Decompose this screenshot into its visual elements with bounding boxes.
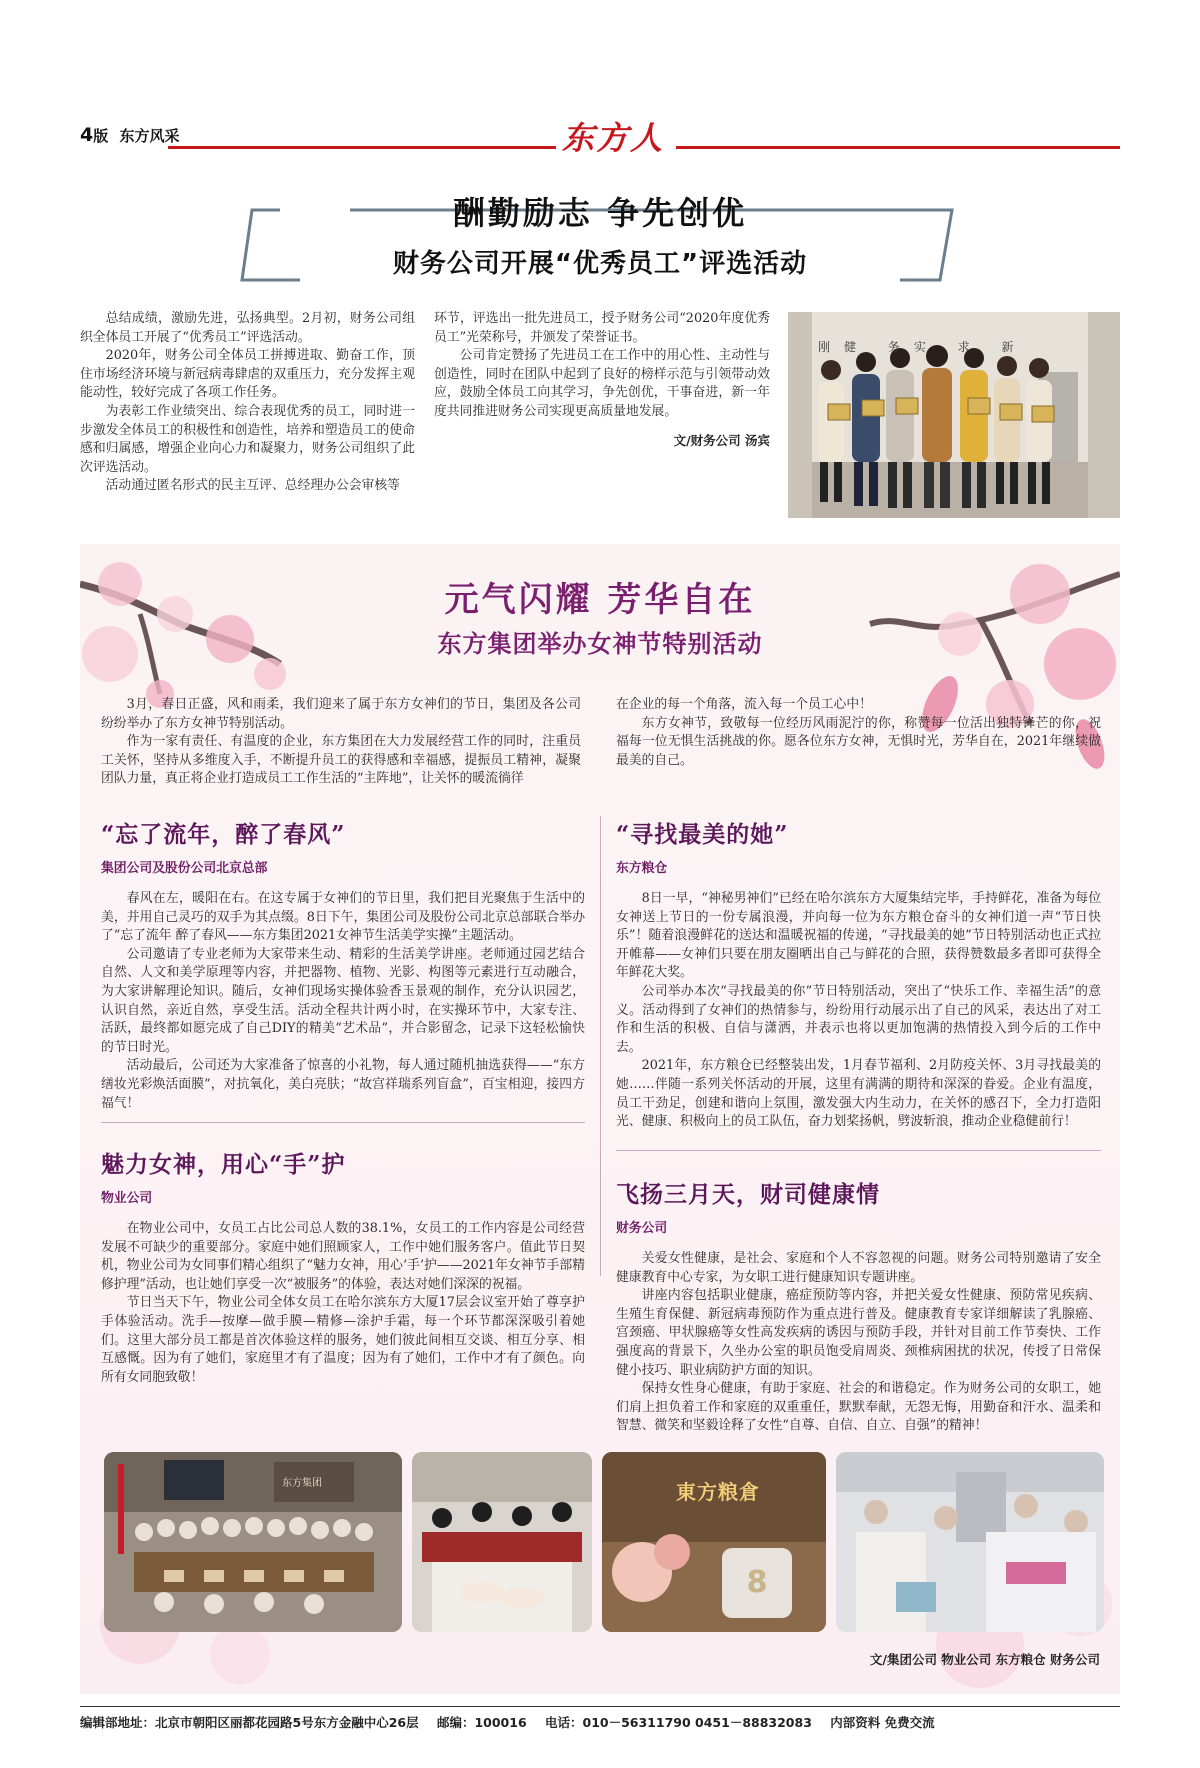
- masthead-logo: 东方人: [562, 119, 665, 157]
- paragraph: 作为一家有责任、有温度的企业，东方集团在大力发展经营工作的同时，注重员工关怀，坚持从多维度入手，不断提升员工的获得感和幸福感，提振员工精神，凝聚团队力量，真正将企业打造成员工工作生活的“主阵地”，让关怀的暖流徜徉: [101, 734, 581, 787]
- section-unit: 财务公司: [616, 1221, 668, 1236]
- footer-phone: 电话：010－56311790 0451－88832083: [545, 1715, 812, 1730]
- feature-intro-column-2: [616, 696, 1101, 770]
- flower-gift-photo: [602, 1452, 826, 1632]
- paragraph: 讲座内容包括职业健康，癌症预防等内容，并把关爱女性健康、预防常见疾病、生殖生育保健、新冠病毒预防作为重点进行普及。健康教育专家详细解读了乳腺癌、宫颈癌、甲状腺癌等女性高发疾病的诱因与预防手段，并针对目前工作节奏快、工作强度高的背景下，久坐办公室的职员饱受肩周炎、颈椎病困扰的状况，传授了日常保健小技巧、职业病防护方面的知识。: [616, 1288, 1101, 1378]
- page-number: 4: [80, 124, 94, 146]
- section-body: [101, 1220, 585, 1387]
- footer-note: 内部资料 免费交流: [830, 1715, 935, 1730]
- paragraph: 在企业的每一个角落，流入每一个员工心中！: [616, 697, 872, 712]
- section-body: [616, 1250, 1101, 1436]
- paragraph: 保持女性身心健康，有助于家庭、社会的和谐稳定。作为财务公司的女职工，她们肩上担负着工作和家庭的双重重任，默默奉献，无怨无悔，用勤奋和汗水、温柔和智慧、微笑和坚毅诠释了女性“自尊、自信、自立、自强”的精神！: [616, 1381, 1101, 1434]
- paragraph: 8日一早，“神秘男神们”已经在哈尔滨东方大厦集结完毕，手持鲜花，准备为每位女神送上节日的一份专属浪漫，并向每一位为东方粮仓奋斗的女神们道一声“节日快乐”！随着浪漫鲜花的送达和温暖祝福的传递，“寻找最美的她”节日特别活动也正式拉开帷幕——女神们只要在朋友圈晒出自己与鲜花的合照，获得赞数最多者即可获得全年鲜花大奖。: [616, 891, 1101, 981]
- section-name: 东方风采: [119, 127, 180, 145]
- photo-sign: 東方粮倉: [676, 1480, 760, 1504]
- section-unit: 东方粮仓: [616, 861, 668, 876]
- section-body: [616, 890, 1101, 1132]
- section-unit: 物业公司: [101, 1191, 153, 1206]
- group-photo-conference-room: [104, 1452, 402, 1632]
- article1-title-main: 酬勤励志 争先创优: [452, 194, 748, 232]
- section-title: “忘了流年，醉了春风”: [101, 821, 346, 848]
- paragraph: 2021年，东方粮仓已经整装出发，1月春节福利、2月防疫关怀、3月寻找最美的她……伴随一系列关怀活动的开展，这里有满满的期待和深深的眷爱。企业有温度，员工干劲足，创建和谐向上氛围，激发强大内生动力，在关怀的感召下，全力打造阳光、健康、积极向上的员工队伍，奋力划桨扬帆，劈波斩浪，推动企业稳健前行！: [616, 1058, 1101, 1130]
- paragraph: 环节，评选出一批先进员工，授予财务公司“2020年度优秀员工”光荣称号，并颁发了荣誉证书。: [434, 311, 770, 345]
- photo-wall-logo: 东方集团: [282, 1478, 322, 1489]
- paragraph: 为表彰工作业绩突出、综合表现优秀的员工，同时进一步激发全体员工的积极性和创造性，培养和塑造员工的使命感和归属感，增强企业向心力和凝聚力，财务公司组织了此次评选活动。: [80, 403, 415, 475]
- section-title: 魅力女神，用心“手”护: [101, 1151, 346, 1178]
- section-divider-right: [616, 1150, 1101, 1151]
- svg-text:8: 8: [746, 1565, 768, 1600]
- article1-column-1: [80, 310, 415, 496]
- photo-wall-text: 刚健 务实 求 新: [818, 340, 1028, 354]
- paragraph: 春风在左，暖阳在右。在这专属于女神们的节日里，我们把目光聚焦于生活中的美，并用自己灵巧的双手为其点缀。8日下午，集团公司及股份公司北京总部联合举办了“忘了流年 醉了春风——东方集团2021女神节生活美学实操”主题活动。: [101, 891, 585, 944]
- health-lecture-photo: [836, 1452, 1104, 1632]
- paragraph: 3月，春日正盛，风和雨柔，我们迎来了属于东方女神们的节日，集团及各公司纷纷举办了东方女神节特别活动。: [101, 697, 581, 731]
- footer-address: 编辑部地址：北京市朝阳区丽都花园路5号东方金融中心26层: [80, 1715, 419, 1730]
- paragraph: 节日当天下午，物业公司全体女员工在哈尔滨东方大厦17层会议室开始了尊享护手体验活动。洗手—按摩—做手膜—精修—涂护手霜，每一个环节都深深吸引着她们。这里大部分员工都是首次体验这样的服务，她们彼此间相互交谈、相互分享、相互感慨。因为有了她们，家庭里才有了温度；因为有了她们，工作中才有了颜色。向所有女同胞致敬！: [101, 1295, 585, 1385]
- footer-rule: [80, 1706, 1120, 1707]
- feature-title-main: 元气闪耀 芳华自在: [444, 580, 756, 620]
- award-group-photo: [788, 312, 1120, 518]
- article1-header: [240, 188, 960, 298]
- section-title: 飞扬三月天，财司健康情: [616, 1181, 880, 1208]
- section-hand-care: [101, 1146, 585, 1387]
- column-divider: [600, 816, 601, 1276]
- masthead: [80, 108, 1120, 168]
- article1-column-2: [434, 310, 770, 450]
- footer: [80, 1713, 1120, 1731]
- section-unit: 集团公司及股份公司北京总部: [101, 861, 268, 876]
- feature-intro-column-1: [101, 696, 581, 789]
- footer-postcode: 邮编：100016: [436, 1715, 527, 1730]
- section-title: “寻找最美的她”: [616, 821, 789, 848]
- paragraph: 公司举办本次“寻找最美的你”节日特别活动，突出了“快乐工作、幸福生活”的意义。活动得到了女神们的热情参与，纷纷用行动展示出了自己的风采，表达出了对工作和生活的积极、自信与潇洒，并表示也将以更加饱满的热情投入到今后的工作中去。: [616, 983, 1101, 1055]
- paragraph: 活动最后，公司还为大家准备了惊喜的小礼物，每人通过随机抽选获得——“东方缮妆光彩焕活面膜”，对抗氧化，美白亮肤；“故宫祥瑞系列盲盒”，百宝相迎，接四方福气！: [101, 1058, 585, 1111]
- paragraph: 公司邀请了专业老师为大家带来生动、精彩的生活美学讲座。老师通过园艺结合自然、人文和美学原理等内容，并把器物、植物、光影、构图等元素进行互动融合，为大家讲解理论知识。随后，女神们现场实操体验香玉景观的制作，充分认识园艺，认识自然，亲近自然，享受生活。活动全程共计两小时，在实操环节中，大家专注、活跃，最终都如愿完成了自己DIY的精美“艺术品”，并合影留念，记录下这轻松愉快的节日时光。: [101, 946, 585, 1055]
- section-find-most-beautiful: [616, 816, 1101, 1132]
- page-unit: 版: [93, 127, 109, 145]
- paragraph: 在物业公司中，女员工占比公司总人数的38.1%，女员工的工作内容是公司经营发展不可缺少的重要部分。家庭中她们照顾家人，工作中她们服务客户。值此节日契机，物业公司为女同事们精心组织了“魅力女神，用心‘手’护——2021年女神节手部精修护理”活动，也让她们享受一次“被服务”的体验，表达对她们深深的祝福。: [101, 1221, 585, 1292]
- section-health-lecture: [616, 1176, 1101, 1436]
- paragraph: 活动通过匿名形式的民主互评、总经理办公会审核等: [105, 478, 400, 494]
- section-forget-years: [101, 816, 585, 1113]
- masthead-rule-left: [168, 146, 556, 149]
- feature-byline: 文/集团公司 物业公司 东方粮仓 财务公司: [869, 1652, 1100, 1667]
- page-label: [80, 124, 180, 146]
- paragraph: 公司肯定赞扬了先进员工在工作中的用心性、主动性与创造性，同时在团队中起到了良好的榜样示范与引领带动效应，鼓励全体员工向其学习，争先创优，干事奋进，新一年度共同推进财务公司实现更高质量地发展。: [434, 348, 770, 419]
- section-divider-left: [101, 1122, 585, 1123]
- paragraph: 关爱女性健康，是社会、家庭和个人不容忽视的问题。财务公司特别邀请了安全健康教育中心专家，为女职工进行健康知识专题讲座。: [616, 1251, 1101, 1285]
- hand-care-photo: [412, 1452, 592, 1632]
- paragraph: 东方女神节，致敬每一位经历风雨泥泞的你，称赞每一位活出独特锋芒的你，祝福每一位无惧生活挑战的你。愿各位东方女神，无惧时光，芳华自在，2021年继续做最美的自己。: [616, 715, 1101, 768]
- paragraph: 2020年，财务公司全体员工拼搏进取、勤奋工作，顶住市场经济环境与新冠病毒肆虐的双重压力，充分发挥主观能动性，较好完成了各项工作任务。: [80, 348, 415, 401]
- article1-title-sub: 财务公司开展“优秀员工”评选活动: [392, 249, 808, 279]
- article1-byline: 文/财务公司 汤宾: [673, 432, 770, 448]
- section-body: [101, 890, 585, 1113]
- paragraph: 总结成绩，激励先进，弘扬典型。2月初，财务公司组织全体员工开展了“优秀员工”评选活动。: [80, 311, 415, 345]
- masthead-rule-right: [676, 146, 1120, 149]
- feature-title-sub: 东方集团举办女神节特别活动: [437, 630, 763, 658]
